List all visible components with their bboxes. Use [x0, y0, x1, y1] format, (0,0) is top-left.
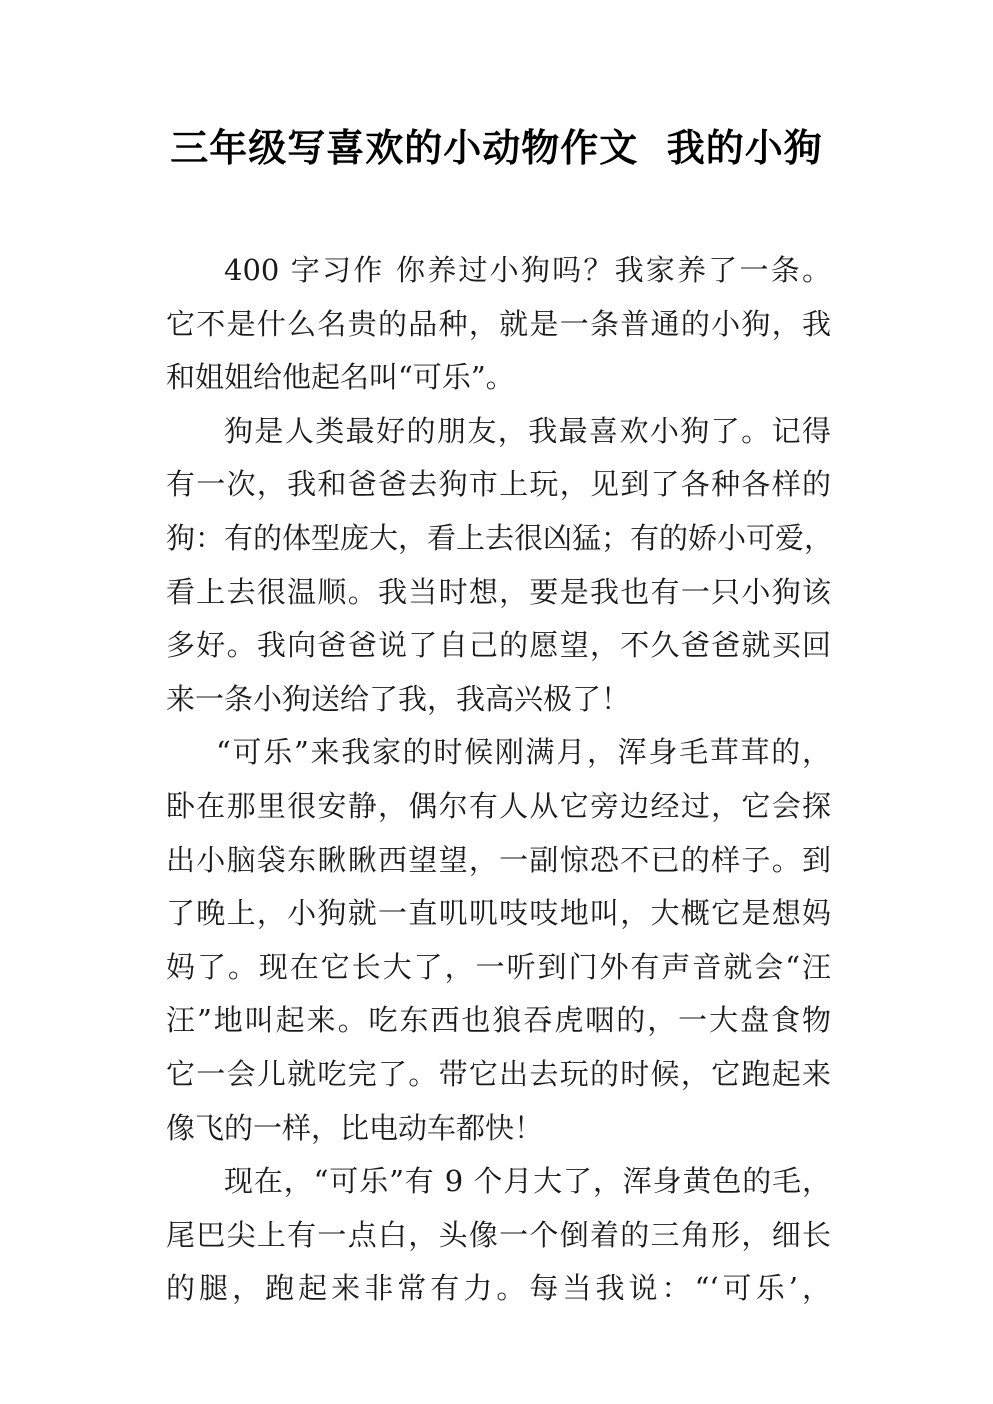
text-line: 汪”地叫起来。吃东西也狼吞虎咽的，一大盘食物: [166, 1003, 831, 1038]
text-line: 狗：有的体型庞大，看上去很凶猛；有的娇小可爱，: [166, 520, 834, 555]
text-line: 像飞的一样，比电动车都快！: [166, 1110, 544, 1145]
text-line: 妈了。现在它长大了，一听到门外有声音就会“汪: [166, 949, 831, 984]
text-line: 了晚上，小狗就一直叽叽吱吱地叫，大概它是想妈: [166, 896, 831, 931]
text-line: 出小脑袋东瞅瞅西望望，一副惊恐不已的样子。到: [166, 842, 831, 877]
paragraph-intro: [166, 244, 831, 405]
text-line: 卧在那里很安静，偶尔有人从它旁边经过，它会探: [166, 788, 831, 823]
text-line: 400 字习作 你养过小狗吗？我家养了一条。: [224, 253, 831, 287]
text-line: 它不是什么名贵的品种，就是一条普通的小狗，我: [166, 306, 831, 341]
text-line: 狗是人类最好的朋友，我最喜欢小狗了。记得: [224, 413, 831, 448]
text-line: 有一次，我和爸爸去狗市上玩，见到了各种各样的: [166, 467, 831, 502]
text-line: 多好。我向爸爸说了自己的愿望，不久爸爸就买回: [166, 628, 831, 663]
text-line: 现在，“可乐”有 9 个月大了，浑身黄色的毛，: [224, 1164, 831, 1199]
text-line: “可乐”来我家的时候刚满月，浑身毛茸茸的，: [216, 735, 831, 770]
paragraph-dog-market: [166, 405, 834, 727]
paragraph-arrival: [166, 726, 831, 1155]
text-line: 来一条小狗送给了我，我高兴极了！: [166, 681, 631, 716]
document-body: [166, 244, 834, 1316]
text-line: 它一会儿就吃完了。带它出去玩的时候，它跑起来: [166, 1056, 831, 1091]
paragraph-now: [166, 1155, 831, 1316]
document-title: 三年级写喜欢的小动物作文 我的小狗: [170, 126, 823, 170]
text-line: 和姐姐给他起名叫“可乐”。: [166, 360, 515, 395]
text-line: 的腿，跑起来非常有力。每当我说：“‘可乐’，: [166, 1271, 831, 1306]
text-line: 尾巴尖上有一点白，头像一个倒着的三角形，细长: [166, 1217, 831, 1252]
text-line: 看上去很温顺。我当时想，要是我也有一只小狗该: [166, 574, 831, 609]
